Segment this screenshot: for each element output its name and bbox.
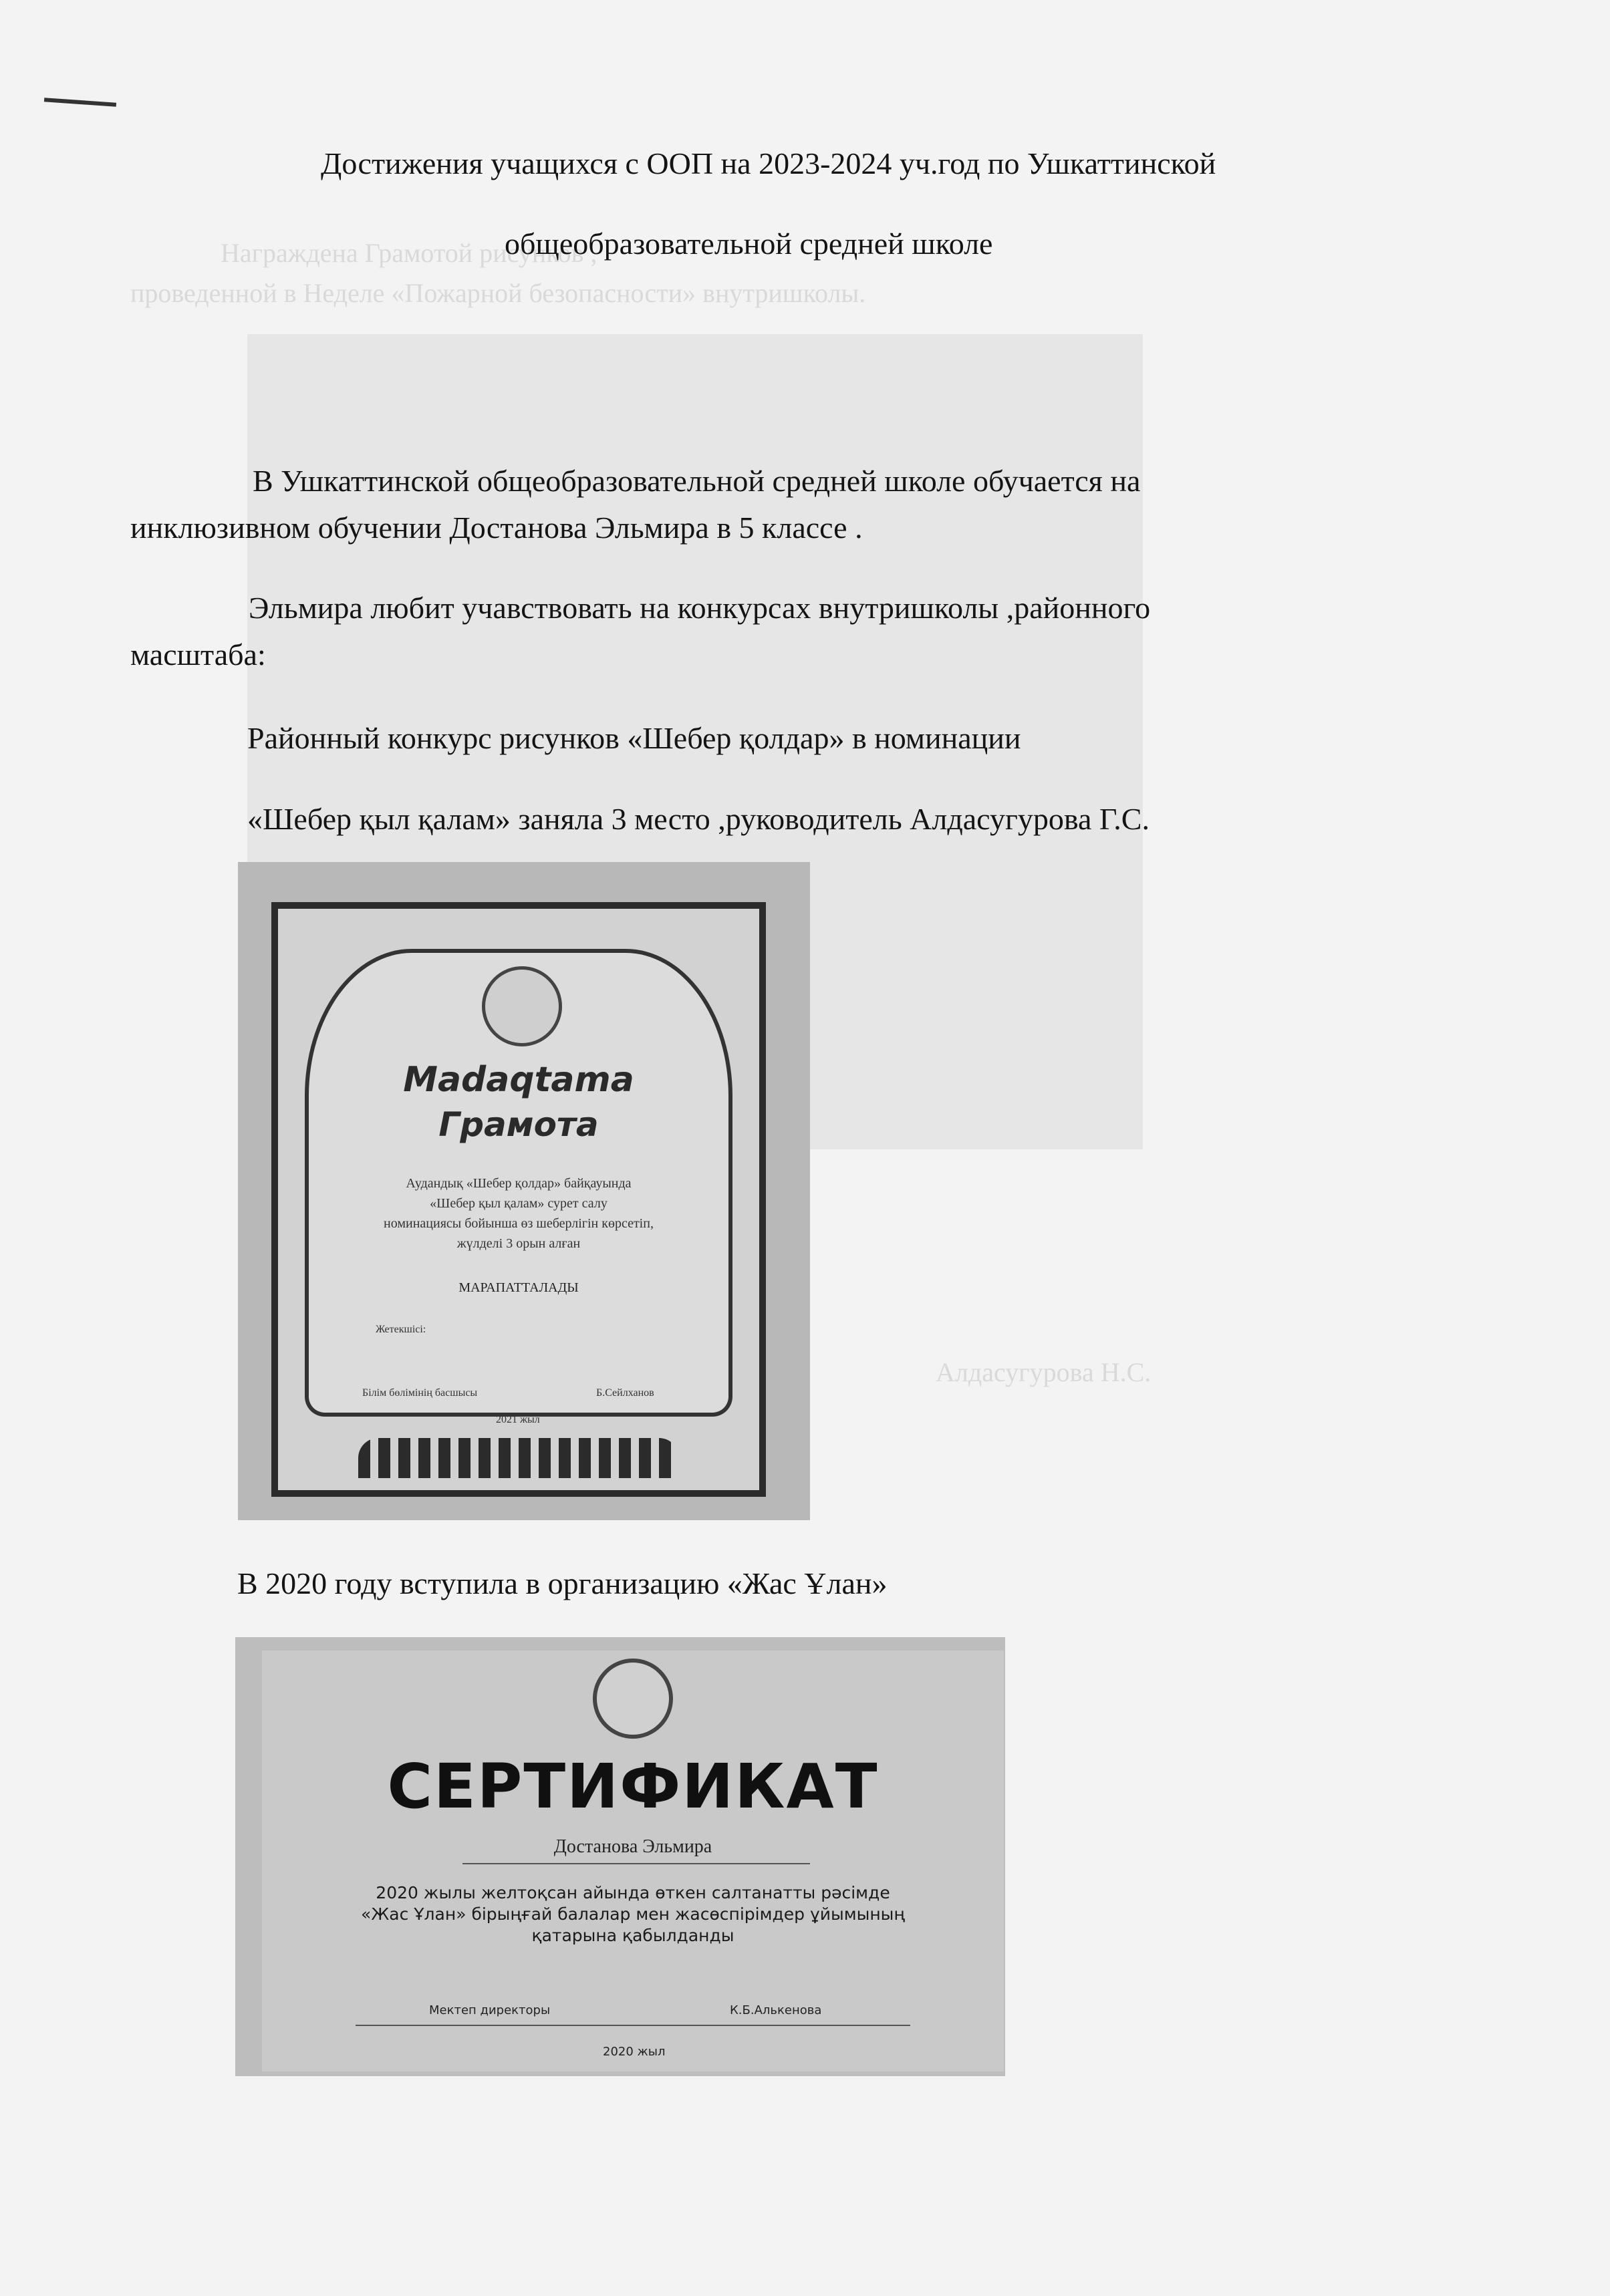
paragraph-2-line-1: Эльмира любит учавствовать на конкурсах внутришколы ,районного <box>249 591 1151 625</box>
bleed-through-line-1: Награждена Грамотой рисунков , <box>221 238 597 268</box>
gramota-body-line-2: «Шебер қыл қалам» сурет салу <box>430 1196 608 1211</box>
zhas-ulan-emblem-icon <box>593 1659 673 1739</box>
gramota-award-word: МАРАПАТТАЛАДЫ <box>458 1280 579 1295</box>
certificate-title: СЕРТИФИКАТ <box>387 1751 879 1822</box>
name-underline <box>462 1863 810 1864</box>
gramota-body-line-1: Аудандық «Шебер қолдар» байқауында <box>406 1176 632 1191</box>
gramota-body <box>349 1173 688 1254</box>
certificate-photo <box>235 1637 1005 2076</box>
paragraph-2-line-2: масштаба: <box>130 637 266 672</box>
gramota-body-line-3: номинациясы бойынша өз шеберлігін көрсетіп, <box>384 1216 654 1231</box>
certificate-recipient-name: Достанова Эльмира <box>553 1836 712 1857</box>
emblem-icon <box>482 966 562 1046</box>
gramota-title-cyrillic: Грамота <box>438 1105 599 1144</box>
certificate-card <box>262 1651 1004 2071</box>
scan-mark <box>44 98 116 107</box>
gramota-photo <box>238 862 810 1520</box>
paragraph-1-line-1: В Ушкаттинской общеобразовательной средней школе обучается на <box>253 464 1141 498</box>
ornament-decoration <box>358 1438 679 1478</box>
certificate-line-2: «Жас Ұлан» бірыңғай балалар мен жасөспірімдер ұйымының <box>361 1904 905 1924</box>
paragraph-3-line-1: Районный конкурс рисунков «Шебер қолдар» в номинации <box>247 721 1021 755</box>
bleed-through-line-2: проведенной в Неделе «Пожарной безопасности» внутришколы. <box>130 278 866 308</box>
certificate-line-1: 2020 жылы желтоқсан айында өткен салтанатты рәсімде <box>376 1883 890 1902</box>
paragraph-3-line-2: «Шебер қыл қалам» заняла 3 место ,руководитель Алдасугурова Г.С. <box>247 802 1150 836</box>
page-title-line-2: общеобразовательной средней школе <box>505 227 993 261</box>
gramota-year: 2021 жыл <box>496 1414 540 1425</box>
gramota-head-name: Б.Сейлханов <box>596 1387 654 1399</box>
paragraph-4: В 2020 году вступила в организацию «Жас Ұлан» <box>237 1566 888 1600</box>
gramota-frame <box>271 902 766 1497</box>
certificate-year: 2020 жыл <box>603 2045 666 2059</box>
certificate-director-name: К.Б.Алькенова <box>730 2003 822 2017</box>
gramota-body-line-4: жүлделі 3 орын алған <box>456 1236 581 1251</box>
gramota-title-latin: Madaqtama <box>403 1060 634 1100</box>
signature-line <box>356 2025 910 2026</box>
gramota-inner-border <box>305 949 732 1425</box>
gramota-supervisor-label: Жетекшісі: <box>376 1324 426 1335</box>
certificate-director-label: Мектеп директоры <box>429 2003 551 2017</box>
gramota-head-label: Білім бөлімінің басшысы <box>362 1387 478 1399</box>
page-title-line-1: Достижения учащихся с ООП на 2023-2024 уч.год по Ушкаттинской <box>321 146 1216 180</box>
bleed-through-signature: Алдасугурова Н.С. <box>936 1357 1152 1387</box>
paragraph-1-line-2: инклюзивном обучении Достанова Эльмира в 5 классе . <box>130 511 863 545</box>
certificate-line-3: қатарына қабылданды <box>531 1926 734 1945</box>
